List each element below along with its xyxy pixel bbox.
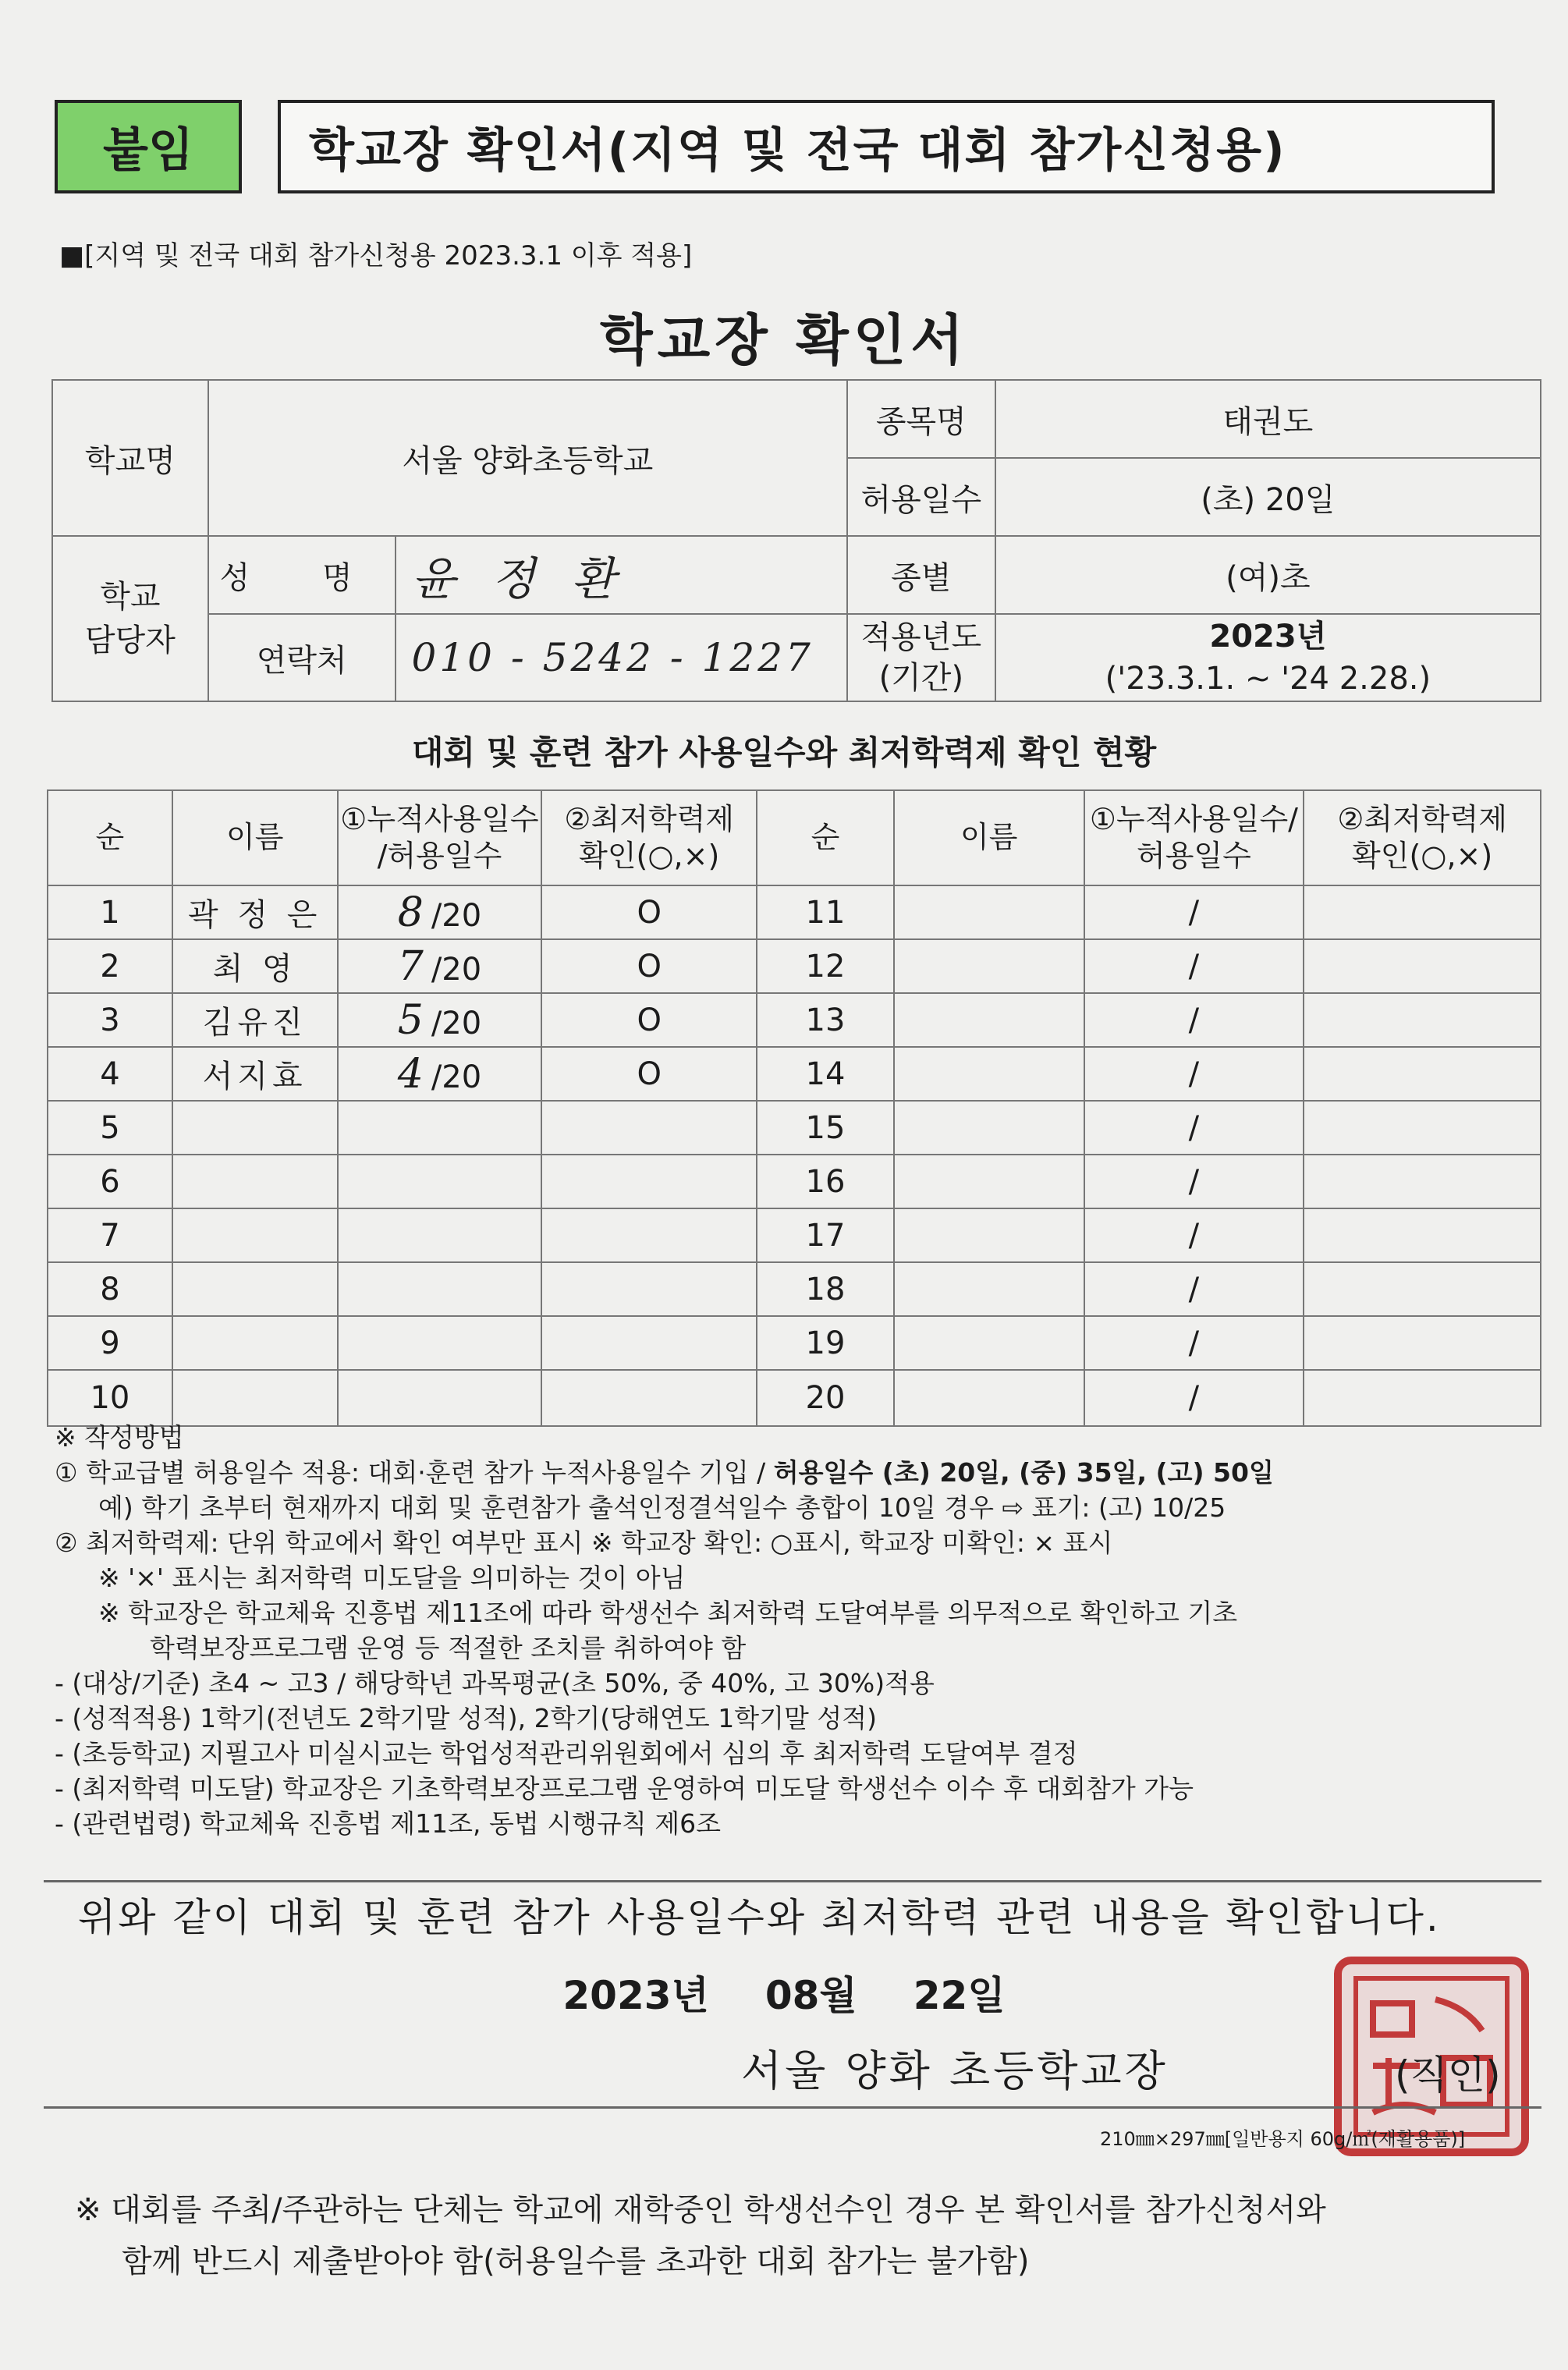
- col-days: ①누적사용일수 /허용일수: [338, 790, 542, 885]
- academic-check-2: [1304, 1208, 1541, 1262]
- contact-label: 연락처: [208, 614, 396, 701]
- col-seq-2: 순: [757, 790, 894, 885]
- academic-check-2: [1304, 1370, 1541, 1426]
- note-4b: 학력보장프로그램 운영 등 적절한 조치를 취하여야 함: [150, 1633, 747, 1663]
- table-row: [48, 1155, 1541, 1208]
- academic-check-2: [1304, 1047, 1541, 1101]
- category-value: (여)초: [995, 536, 1541, 614]
- year-value: 2023년: [1209, 619, 1327, 655]
- days-used-2: /: [1084, 1262, 1304, 1316]
- date-month: 08월: [764, 1973, 857, 2018]
- sport-label: 종목명: [847, 380, 995, 458]
- allowed-days: /20: [431, 897, 482, 934]
- row-number-2: 11: [757, 885, 894, 939]
- academic-check-2: [1304, 885, 1541, 939]
- sport-value: 태권도: [995, 380, 1541, 458]
- detail-1: - (대상/기준) 초4 ~ 고3 / 해당학년 과목평균(초 50%, 중 40%, 고 30%)적용: [55, 1668, 935, 1698]
- table-row: [48, 939, 1541, 993]
- note-2: ② 최저학력제: 단위 학교에서 확인 여부만 표시 ※ 학교장 확인: ○표시, 학교장 미확인: × 표시: [55, 1527, 1113, 1558]
- date-day: 22일: [913, 1973, 1006, 2018]
- days-used-count: 5: [397, 996, 424, 1044]
- school-name-label: 학교명: [52, 380, 208, 536]
- days-used: [338, 1316, 542, 1370]
- row-number: 6: [48, 1155, 172, 1208]
- info-table: [51, 379, 1541, 702]
- days-used-2: /: [1084, 885, 1304, 939]
- student-name-2: [894, 1208, 1084, 1262]
- academic-check: O: [541, 1047, 757, 1101]
- days-used-2: /: [1084, 1316, 1304, 1370]
- academic-check-2: [1304, 1262, 1541, 1316]
- table-row: [48, 1208, 1541, 1262]
- row-number-2: 17: [757, 1208, 894, 1262]
- table-row: [48, 993, 1541, 1047]
- paper-spec: 210㎜×297㎜[일반용지 60g/㎡(재활용품)]: [1100, 2128, 1466, 2150]
- row-number: 4: [48, 1047, 172, 1101]
- col-days-2: ①누적사용일수/ 허용일수: [1084, 790, 1304, 885]
- academic-check: [541, 1262, 757, 1316]
- row-number: 10: [48, 1370, 172, 1426]
- student-name-2: [894, 993, 1084, 1047]
- academic-check: O: [541, 885, 757, 939]
- student-name-2: [894, 1155, 1084, 1208]
- days-used: [338, 1155, 542, 1208]
- academic-check: O: [541, 993, 757, 1047]
- academic-check-2: [1304, 939, 1541, 993]
- divider-top: [44, 1880, 1541, 1882]
- footer-line-2: 함께 반드시 제출받아야 함(허용일수를 초과한 대회 참가는 불가함): [122, 2244, 1030, 2280]
- row-number: 1: [48, 885, 172, 939]
- manager-name-label: 성 명: [208, 536, 396, 614]
- row-number: 3: [48, 993, 172, 1047]
- detail-5: - (관련법령) 학교체육 진흥법 제11조, 동법 시행규칙 제6조: [55, 1808, 721, 1839]
- student-name-2: [894, 1316, 1084, 1370]
- days-used-2: /: [1084, 1370, 1304, 1426]
- student-name-2: [894, 939, 1084, 993]
- days-used-count: 8: [397, 889, 424, 936]
- days-used-count: 7: [397, 942, 424, 990]
- year-label: 적용년도 (기간): [847, 614, 995, 701]
- participation-table: [47, 789, 1541, 1427]
- days-used-2: /: [1084, 1101, 1304, 1155]
- row-number-2: 13: [757, 993, 894, 1047]
- academic-check-2: [1304, 993, 1541, 1047]
- student-name: 최 영: [172, 939, 338, 993]
- student-name: 김유진: [172, 993, 338, 1047]
- table-row: [48, 1047, 1541, 1101]
- days-used: [338, 1047, 542, 1101]
- attachment-tag: 붙임: [55, 100, 242, 193]
- contact-value: 010 - 5242 - 1227: [396, 614, 847, 701]
- row-number-2: 14: [757, 1047, 894, 1101]
- applicability-note: ■[지역 및 전국 대회 참가신청용 2023.3.1 이후 적용]: [59, 240, 693, 271]
- academic-check: O: [541, 939, 757, 993]
- days-used-2: /: [1084, 1208, 1304, 1262]
- row-number: 5: [48, 1101, 172, 1155]
- row-number: 9: [48, 1316, 172, 1370]
- academic-check-2: [1304, 1101, 1541, 1155]
- note-1b: 허용일수 (초) 20일, (중) 35일, (고) 50일: [773, 1457, 1274, 1488]
- note-1c: 예) 학기 초부터 현재까지 대회 및 훈련참가 출석인정결석일수 총합이 10일 경우 ⇨ 표기: (고) 10/25: [98, 1492, 1226, 1523]
- table-row: [48, 1316, 1541, 1370]
- signer-name: 서울 양화 초등학교장: [741, 2046, 1169, 2095]
- academic-check: [541, 1370, 757, 1426]
- header-title: 학교장 확인서(지역 및 전국 대회 참가신청용): [278, 100, 1495, 193]
- col-name-2: 이름: [894, 790, 1084, 885]
- student-name-2: [894, 885, 1084, 939]
- days-used: [338, 1262, 542, 1316]
- student-name: [172, 1101, 338, 1155]
- confirmation-text: 위와 같이 대회 및 훈련 참가 사용일수와 최저학력 관련 내용을 확인합니다.: [78, 1895, 1441, 1940]
- status-subheading: 대회 및 훈련 참가 사용일수와 최저학력제 확인 현황: [411, 733, 1157, 772]
- academic-check: [541, 1101, 757, 1155]
- period-value: ('23.3.1. ~ '24 2.28.): [1105, 661, 1431, 697]
- days-used: [338, 885, 542, 939]
- footer-line-1: ※ 대회를 주최/주관하는 단체는 학교에 재학중인 학생선수인 경우 본 확인서를 참가신청서와: [75, 2192, 1326, 2228]
- footer-note: [75, 2184, 1326, 2287]
- sign-date: [0, 1964, 1568, 2021]
- academic-check-2: [1304, 1155, 1541, 1208]
- student-name: [172, 1262, 338, 1316]
- allowed-days: /20: [431, 1005, 482, 1041]
- col-name: 이름: [172, 790, 338, 885]
- allowed-days: /20: [431, 951, 482, 988]
- academic-check: [541, 1208, 757, 1262]
- category-label: 종별: [847, 536, 995, 614]
- row-number-2: 19: [757, 1316, 894, 1370]
- allowed-days: /20: [431, 1059, 482, 1095]
- days-used: [338, 1208, 542, 1262]
- days-used-2: /: [1084, 1047, 1304, 1101]
- student-name-2: [894, 1047, 1084, 1101]
- row-number-2: 15: [757, 1101, 894, 1155]
- allowed-days-label: 허용일수: [847, 458, 995, 536]
- student-name: [172, 1208, 338, 1262]
- days-used: [338, 1101, 542, 1155]
- student-name: 곽 정 은: [172, 885, 338, 939]
- row-number-2: 20: [757, 1370, 894, 1426]
- days-used-2: /: [1084, 993, 1304, 1047]
- student-name-2: [894, 1370, 1084, 1426]
- allowed-days-value: (초) 20일: [995, 458, 1541, 536]
- table-row: [48, 1262, 1541, 1316]
- col-check-2: ②최저학력제 확인(○,×): [1304, 790, 1541, 885]
- row-number-2: 18: [757, 1262, 894, 1316]
- notes-title: ※ 작성방법: [55, 1422, 184, 1453]
- divider-bottom: [44, 2106, 1541, 2109]
- days-used: [338, 939, 542, 993]
- col-seq: 순: [48, 790, 172, 885]
- row-number: 7: [48, 1208, 172, 1262]
- academic-check-2: [1304, 1316, 1541, 1370]
- student-name: 서지효: [172, 1047, 338, 1101]
- detail-3: - (초등학교) 지필고사 미실시교는 학업성적관리위원회에서 심의 후 최저학력 도달여부 결정: [55, 1738, 1078, 1769]
- days-used: [338, 1370, 542, 1426]
- date-year: 2023년: [562, 1973, 709, 2018]
- row-number-2: 12: [757, 939, 894, 993]
- note-1a: ① 학교급별 허용일수 적용: 대회·훈련 참가 누적사용일수 기입 /: [55, 1457, 774, 1488]
- academic-check: [541, 1155, 757, 1208]
- table-row: [48, 1101, 1541, 1155]
- student-name: [172, 1316, 338, 1370]
- table-row: [48, 885, 1541, 939]
- row-number: 2: [48, 939, 172, 993]
- days-used-2: /: [1084, 1155, 1304, 1208]
- manager-name-value: 윤 정 환: [396, 536, 847, 614]
- student-name: [172, 1155, 338, 1208]
- student-name-2: [894, 1262, 1084, 1316]
- days-used-2: /: [1084, 939, 1304, 993]
- table-row: [48, 1370, 1541, 1426]
- col-check: ②최저학력제 확인(○,×): [541, 790, 757, 885]
- seal-label: (직인): [1395, 2052, 1501, 2098]
- days-used: [338, 993, 542, 1047]
- student-name: [172, 1370, 338, 1426]
- note-3: ※ '×' 표시는 최저학력 미도달을 의미하는 것이 아님: [98, 1563, 686, 1593]
- school-name-value: 서울 양화초등학교: [208, 380, 847, 536]
- detail-4: - (최저학력 미도달) 학교장은 기초학력보장프로그램 운영하여 미도달 학생선수 이수 후 대회참가 가능: [55, 1773, 1194, 1804]
- note-4a: ※ 학교장은 학교체육 진흥법 제11조에 따라 학생선수 최저학력 도달여부를 의무적으로 확인하고 기초: [98, 1598, 1238, 1628]
- row-number-2: 16: [757, 1155, 894, 1208]
- academic-check: [541, 1316, 757, 1370]
- detail-2: - (성적적용) 1학기(전년도 2학기말 성적), 2학기(당해연도 1학기말 성적): [55, 1703, 878, 1733]
- manager-label: 학교 담당자: [52, 536, 208, 701]
- row-number: 8: [48, 1262, 172, 1316]
- days-used-count: 4: [397, 1050, 424, 1098]
- instructions: [55, 1420, 1537, 1841]
- document-title: 학교장 확인서: [599, 308, 969, 372]
- student-name-2: [894, 1101, 1084, 1155]
